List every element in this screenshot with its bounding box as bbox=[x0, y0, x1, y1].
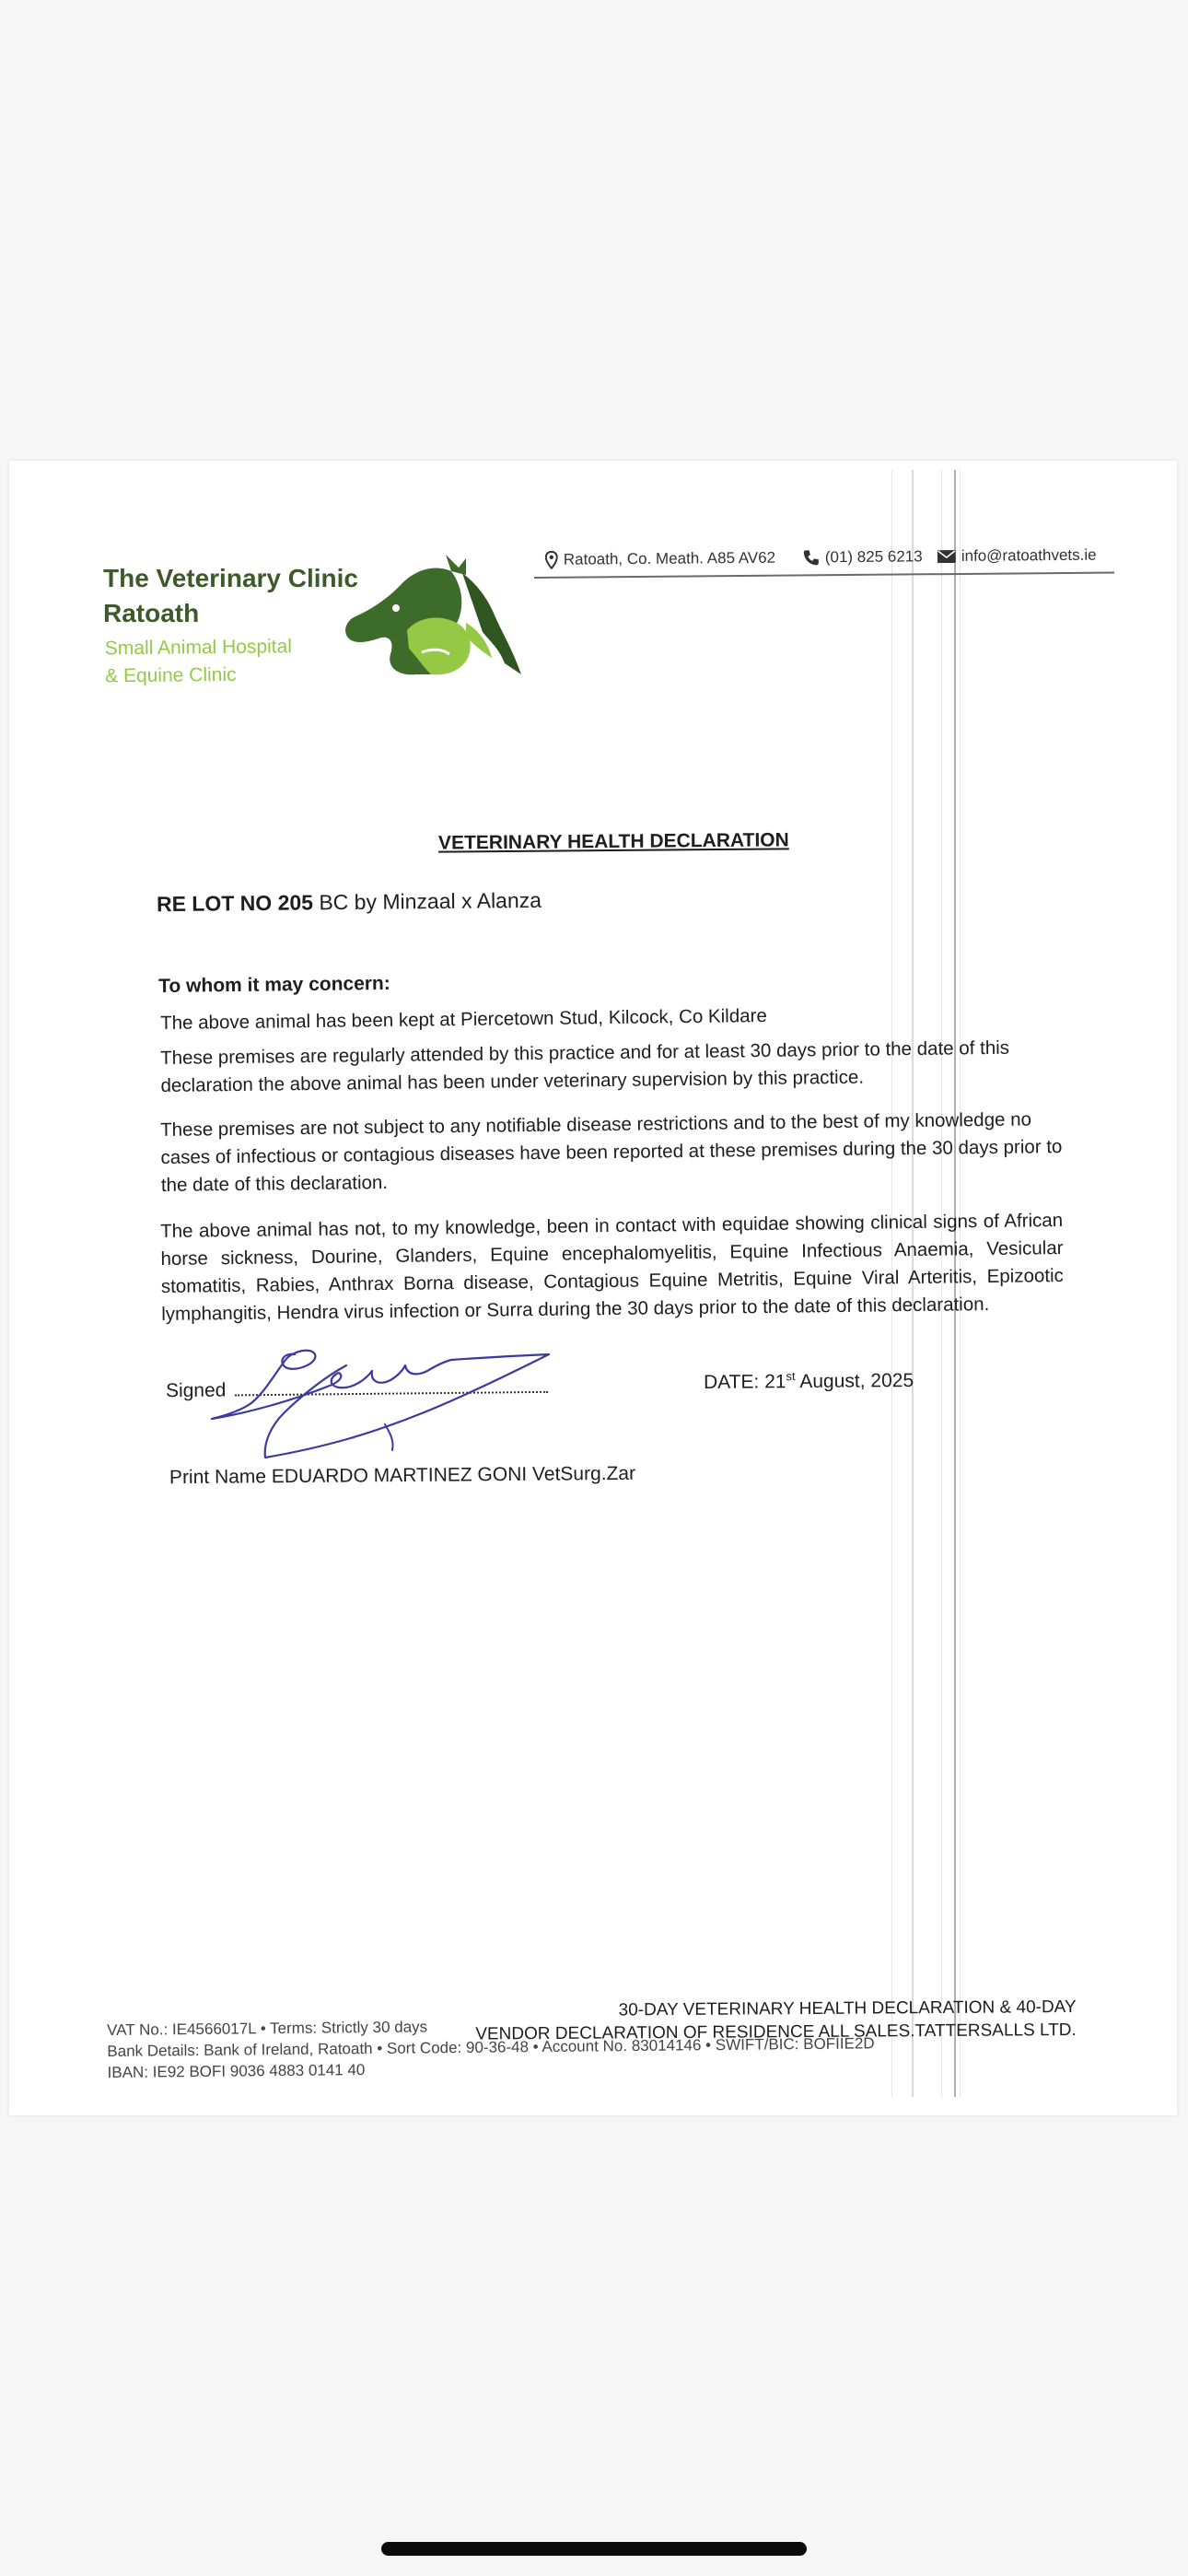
handwritten-signature bbox=[210, 1345, 551, 1461]
stamp-line: 30-DAY VETERINARY HEALTH DECLARATION & 40-DAY bbox=[618, 1997, 1077, 2020]
date-day: 21 bbox=[764, 1371, 786, 1393]
document-page bbox=[9, 461, 1177, 2115]
footer-iban: IBAN: IE92 BOFI 9036 4883 0141 40 bbox=[107, 2061, 366, 2081]
footer-declaration-stamp bbox=[475, 1996, 1077, 2046]
date-label: DATE: bbox=[703, 1371, 760, 1393]
paragraph-restrictions: These premises are not subject to any notifiable disease restrictions and to the best of my knowledge no cases of infectious or contagious diseases have been reported at these premises during the 30 days prior to the date of this declaration. bbox=[160, 1108, 1063, 1196]
envelope-icon bbox=[938, 550, 956, 563]
clinic-subtitle-line: & Equine Clinic bbox=[105, 663, 237, 687]
lot-number: RE LOT NO 205 bbox=[156, 890, 314, 917]
greeting: To whom it may concern: bbox=[158, 972, 390, 997]
print-name: Print Name EDUARDO MARTINEZ GONI VetSurg.Zar bbox=[169, 1462, 636, 1489]
clinic-subtitle-line: Small Animal Hospital bbox=[104, 636, 293, 660]
stamp-line: VENDOR DECLARATION OF RESIDENCE ALL SALES.TATTERSALLS LTD. bbox=[474, 2020, 1077, 2044]
horse-head-logo-icon bbox=[343, 553, 523, 678]
contact-phone bbox=[803, 547, 923, 567]
phone-icon bbox=[803, 549, 820, 566]
clinic-name bbox=[103, 561, 379, 631]
clinic-name-line: Ratoath bbox=[103, 599, 200, 627]
signed-label: Signed bbox=[165, 1379, 227, 1402]
lot-breeding: BC by Minzaal x Alanza bbox=[319, 887, 542, 915]
clinic-subtitle bbox=[105, 633, 345, 691]
lot-reference bbox=[157, 888, 542, 917]
location-pin-icon bbox=[545, 551, 558, 569]
footer-bank: Bank Details: Bank of Ireland, Ratoath • Sort Code: 90-36-48 • Account No. 83014146 • SWIFT/BIC: BOFIIE2D bbox=[107, 2034, 875, 2060]
phone-text: (01) 825 6213 bbox=[824, 547, 923, 567]
document-title: VETERINARY HEALTH DECLARATION bbox=[437, 829, 789, 854]
home-indicator[interactable] bbox=[381, 2542, 807, 2556]
date-month-year: August, 2025 bbox=[799, 1370, 914, 1393]
clinic-name-line: The Veterinary Clinic bbox=[103, 564, 358, 592]
paragraph-kept-at: The above animal has been kept at Piercetown Stud, Kilcock, Co Kildare bbox=[160, 1004, 767, 1034]
paragraph-contact: The above animal has not, to my knowledge, been in contact with equidae showing clinical signs of African horse sickness, Dourine, Glanders, Equine encephalomyelitis, Equine Infectious Anaemia, Vesicular stomatitis, Rabies, Anthrax Borna disease, Contagious Equine Metritis, Equine Viral Arteritis, Epizootic lymphangitis, Hendra virus infection or Surra during the 30 days prior to the date of this declaration. bbox=[160, 1210, 1064, 1325]
contact-bar bbox=[534, 544, 1114, 579]
footer-vat: VAT No.: IE4566017L • Terms: Strictly 30 days bbox=[107, 2018, 428, 2039]
contact-email bbox=[938, 546, 1097, 567]
declaration-date bbox=[704, 1368, 914, 1394]
address-text: Ratoath, Co. Meath. A85 AV62 bbox=[563, 548, 776, 568]
contact-address bbox=[545, 549, 775, 569]
email-text: info@ratoathvets.ie bbox=[961, 545, 1097, 565]
date-suffix: st bbox=[786, 1369, 796, 1384]
paragraph-attended: These premises are regularly attended by this practice and for at least 30 days prior to the date of this declaration the above animal has been under veterinary supervision by this practice. bbox=[160, 1036, 1010, 1096]
